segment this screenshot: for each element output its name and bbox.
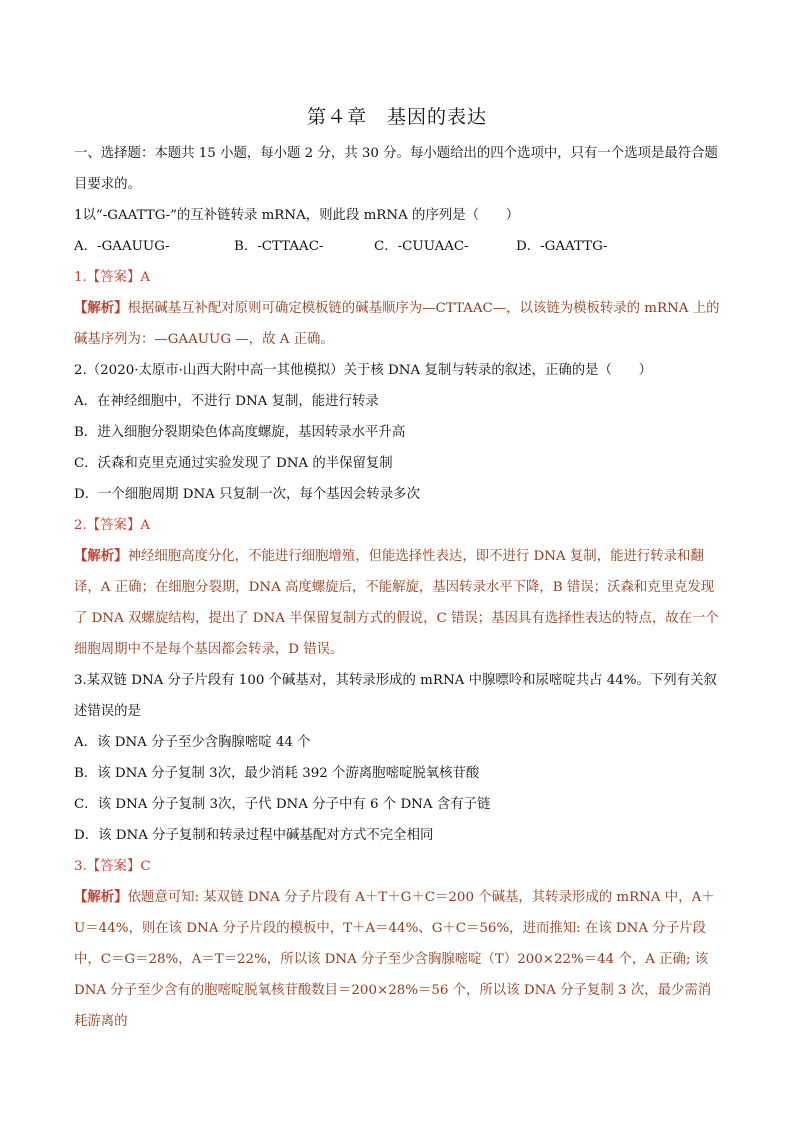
analysis-text: 依题意可知: 某双链 DNA 分子片段有 A＋T＋G＋C＝200 个碱基，其转录形成的 mRNA 中，A＋U＝44%，则在该 DNA 分子片段的模板中，T＋A＝44%、G＋C＝56%，进而推知: 在该 DNA 分子片段中，C＝G＝28%，A＝T＝22%，所以该 DNA 分子至少含胸腺嘧啶（T）200×22%＝44 个，A 正确; 该 DNA 分子至少含有的胞嘧啶脱氧核苷酸数目＝200×28%＝56 个，所以该 DNA 分子复制 3 次，最少需消耗游离的 [74, 890, 715, 1029]
question-2-analysis [74, 541, 724, 665]
analysis-label: 【解析】 [74, 300, 128, 316]
page-title: 第４章 基因的表达 [306, 106, 487, 128]
question-1-analysis [74, 293, 724, 355]
analysis-text: 神经细胞高度分化，不能进行细胞增殖，但能选择性表达，即不进行 DNA 复制，能进行转录和翻译，A 正确；在细胞分裂期，DNA 高度螺旋后，不能解旋，基因转录水平下降，B 错误；沃森和克里克发现了 DNA 双螺旋结构，提出了 DNA 半保留复制方式的假说，C 错误；基因具有选择性表达的特点，故在一个细胞周期中不是每个基因都会转录，D 错误。 [74, 549, 719, 657]
question-1-option-b: B．-CTTAAC- [234, 239, 324, 254]
question-2-answer: 2.【答案】A [74, 518, 151, 533]
analysis-label: 【解析】 [74, 548, 128, 564]
question-1-answer: 1.【答案】A [74, 270, 151, 285]
question-3-option-d: D．该 DNA 分子复制和转录过程中碱基配对方式不完全相同 [74, 828, 434, 843]
section-intro: 一、选择题：本题共 15 小题，每小题 2 分，共 30 分。每小题给出的四个选项中，只有一个选项是最符合题目要求的。 [74, 146, 718, 192]
question-1-option-c: C．-CUUAAC- [374, 239, 469, 254]
analysis-text: 根据碱基互补配对原则可确定模板链的碱基顺序为—CTTAAC—，以该链为模板转录的 mRNA 上的碱基序列为：—GAAUUG —，故 A 正确。 [74, 301, 720, 347]
question-3-option-c: C．该 DNA 分子复制 3次，子代 DNA 分子中有 6 个 DNA 含有子链 [74, 797, 491, 812]
question-1-option-a: A．-GAAUUG- [74, 239, 170, 254]
question-2-option-d: D．一个细胞周期 DNA 只复制一次，每个基因会转录多次 [74, 487, 420, 502]
question-1-options [74, 231, 724, 262]
question-2-option-b: B．进入细胞分裂期染色体高度螺旋，基因转录水平升高 [74, 425, 406, 440]
question-3-option-a: A．该 DNA 分子至少含胸腺嘧啶 44 个 [74, 735, 311, 750]
question-1-stem: 1以“-GAATTG-”的互补链转录 mRNA，则此段 mRNA 的序列是（ ） [74, 208, 520, 223]
question-3-stem: 3.某双链 DNA 分子片段有 100 个碱基对，其转录形成的 mRNA 中腺嘌呤和尿嘧啶共占 44%。下列有关叙述错误的是 [74, 673, 717, 719]
question-3-option-b: B．该 DNA 分子复制 3次，最少消耗 392 个游离胞嘧啶脱氧核苷酸 [74, 766, 480, 781]
question-3-answer: 3.【答案】C [74, 859, 151, 874]
analysis-label: 【解析】 [74, 889, 128, 905]
question-2-option-a: A．在神经细胞中，不进行 DNA 复制，能进行转录 [74, 394, 379, 409]
question-2-stem: 2.（2020·太原市·山西大附中高一其他模拟）关于核 DNA 复制与转录的叙述，正确的是（ ） [74, 363, 653, 378]
question-1-option-d: D．-GAATTG- [516, 239, 608, 254]
question-2-option-c: C．沃森和克里克通过实验发现了 DNA 的半保留复制 [74, 456, 393, 471]
content [74, 138, 724, 1037]
question-3-analysis [74, 882, 724, 1037]
